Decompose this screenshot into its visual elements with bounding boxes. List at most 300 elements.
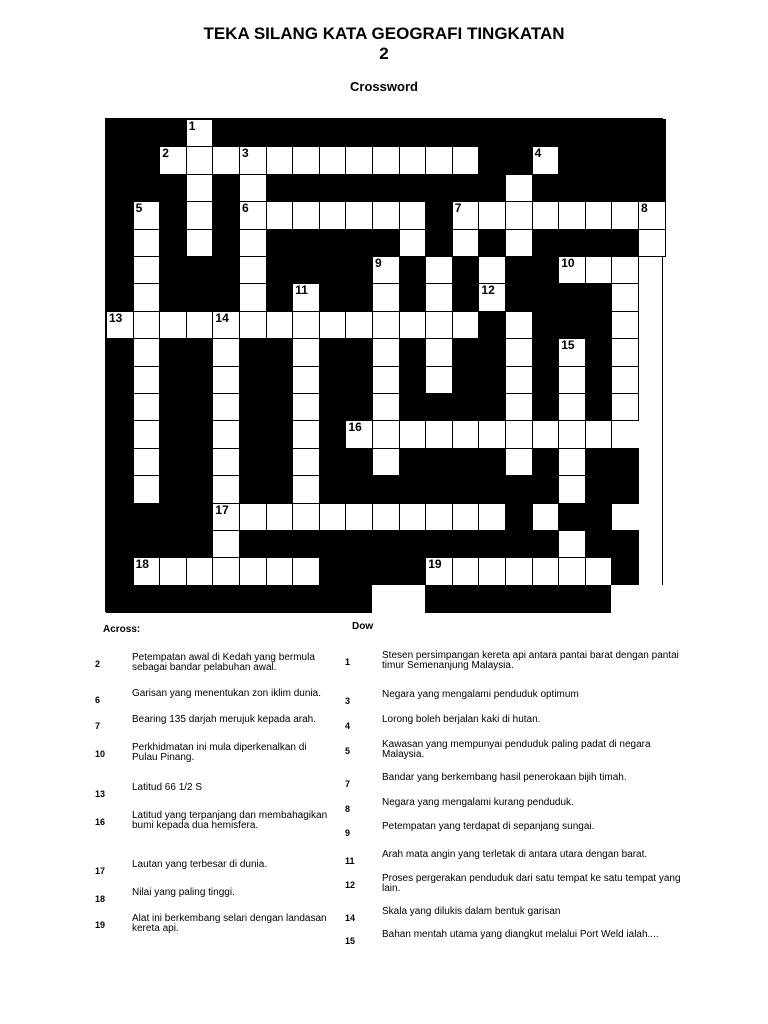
grid-cell-black [478,338,506,366]
clue-text: Lautan yang terbesar di dunia. [132,859,268,870]
grid-cell[interactable] [505,420,533,448]
grid-cell[interactable] [372,448,400,476]
grid-cell[interactable] [212,530,240,558]
grid-cell[interactable] [212,420,240,448]
clue-number: 1 [188,119,196,133]
grid-cell[interactable] [319,201,347,229]
grid-cell[interactable] [133,393,161,421]
clue-item [95,888,332,910]
grid-cell-black [159,119,187,147]
grid-cell-black [611,530,639,558]
grid-cell[interactable] [212,557,240,585]
grid-cell-black [106,557,134,585]
grid-cell[interactable] [585,201,613,229]
grid-cell-black [212,174,240,202]
grid-cell[interactable] [292,338,320,366]
grid-cell-black [239,448,267,476]
grid-cell[interactable] [345,201,373,229]
grid-cell-black [505,119,533,147]
grid-cell-black [319,229,347,257]
grid-cell-black [239,393,267,421]
grid-cell[interactable] [266,201,294,229]
clue-text: Lorong boleh berjalan kaki di hutan. [382,714,541,725]
grid-cell[interactable] [452,146,480,174]
grid-cell[interactable] [399,503,427,531]
grid-cell[interactable] [133,557,161,585]
grid-cell-black [186,366,214,394]
grid-cell[interactable] [532,557,560,585]
grid-cell-black [159,229,187,257]
grid-cell-black [399,393,427,421]
grid-cell-black [505,585,533,613]
clue-text: Bandar yang berkembang hasil penerokaan bijih timah. [382,772,627,783]
grid-cell[interactable] [266,557,294,585]
grid-cell-black [266,119,294,147]
grid-cell[interactable] [638,201,666,229]
clue-number: 2 [162,146,169,161]
grid-cell[interactable] [239,201,267,229]
grid-cell-black [585,585,613,613]
clue-item [95,689,332,711]
grid-cell-black [106,503,134,531]
clue-number: 1 [345,657,351,667]
grid-cell[interactable] [611,366,639,394]
grid-cell[interactable] [239,503,267,531]
grid-cell[interactable] [558,420,586,448]
clue-number: 4 [345,721,351,731]
grid-cell[interactable] [505,366,533,394]
grid-cell-black [611,229,639,257]
grid-cell[interactable] [239,557,267,585]
grid-cell[interactable] [425,503,453,531]
grid-cell[interactable] [452,557,480,585]
grid-cell[interactable] [399,201,427,229]
grid-cell[interactable] [372,311,400,339]
grid-cell-black [239,119,267,147]
clue-number: 3 [242,146,249,161]
grid-cell-black [399,475,427,503]
grid-cell[interactable] [133,311,161,339]
grid-cell[interactable] [212,366,240,394]
grid-cell[interactable] [266,503,294,531]
grid-cell-black [266,475,294,503]
grid-cell[interactable] [452,229,480,257]
title-line-2: 2 [379,44,389,63]
grid-cell[interactable] [186,229,214,257]
grid-cell-black [159,366,187,394]
grid-cell[interactable] [186,119,214,147]
grid-cell-black [372,119,400,147]
grid-cell[interactable] [611,393,639,421]
grid-cell-black [186,393,214,421]
grid-cell-black [106,393,134,421]
grid-cell-black [505,475,533,503]
crossword-subtitle: Crossword [350,79,418,94]
grid-cell[interactable] [133,256,161,284]
grid-cell[interactable] [292,448,320,476]
grid-cell[interactable] [212,393,240,421]
grid-cell[interactable] [372,503,400,531]
grid-cell-black [345,229,373,257]
clue-text: Petempatan awal di Kedah yang bermula sebagai bandar pelabuhan awal. [132,652,315,673]
grid-cell-black [425,585,453,613]
grid-cell[interactable] [425,557,453,585]
grid-cell[interactable] [478,557,506,585]
clue-item [345,740,682,762]
grid-cell[interactable] [292,420,320,448]
grid-cell-black [558,119,586,147]
grid-cell-black [345,256,373,284]
grid-cell-black [266,448,294,476]
clue-number: 19 [428,557,442,572]
clue-text: Arah mata angin yang terletak di antara utara dengan barat. [382,849,648,860]
grid-cell[interactable] [372,420,400,448]
clue-number: 4 [534,146,542,161]
grid-cell-black [558,146,586,174]
grid-cell-black [611,557,639,585]
clue-item [345,930,682,952]
grid-cell[interactable] [372,146,400,174]
grid-cell[interactable] [345,420,373,448]
grid-cell[interactable] [292,283,320,311]
grid-cell-black [106,174,134,202]
grid-cell[interactable] [452,503,480,531]
grid-cell-black [319,283,347,311]
grid-cell-black [345,448,373,476]
grid-cell[interactable] [372,201,400,229]
clue-item [345,850,682,872]
grid-cell[interactable] [345,146,373,174]
grid-cell-black [425,393,453,421]
grid-cell[interactable] [532,146,560,174]
grid-cell[interactable] [558,338,586,366]
grid-cell[interactable] [292,311,320,339]
grid-cell[interactable] [425,146,453,174]
grid-cell[interactable] [372,256,400,284]
clue-number: 2 [95,659,101,669]
grid-cell[interactable] [372,393,400,421]
grid-cell[interactable] [133,283,161,311]
grid-cell[interactable] [186,201,214,229]
grid-cell-black [452,338,480,366]
grid-cell-black [106,585,134,613]
grid-cell-black [186,448,214,476]
grid-cell-black [106,146,134,174]
grid-cell[interactable] [478,283,506,311]
grid-cell[interactable] [292,201,320,229]
grid-cell[interactable] [505,229,533,257]
grid-cell-black [478,366,506,394]
grid-cell[interactable] [159,557,187,585]
grid-cell[interactable] [133,338,161,366]
grid-cell[interactable] [425,338,453,366]
clue-item [345,798,682,820]
grid-cell-black [558,174,586,202]
grid-cell-black [345,366,373,394]
grid-cell[interactable] [186,557,214,585]
grid-cell[interactable] [399,420,427,448]
grid-cell[interactable] [292,475,320,503]
grid-cell[interactable] [212,338,240,366]
grid-cell-black [159,503,187,531]
grid-cell[interactable] [478,503,506,531]
grid-cell-black [585,119,613,147]
grid-cell[interactable] [452,420,480,448]
clue-item [345,874,682,896]
grid-cell[interactable] [425,283,453,311]
grid-cell[interactable] [532,420,560,448]
grid-cell-black [239,475,267,503]
clue-text: Bahan mentah utama yang diangkut melalui Port Weld ialah.... [382,929,659,940]
grid-cell-black [292,530,320,558]
grid-cell-black [585,475,613,503]
grid-cell-black [319,174,347,202]
grid-cell[interactable] [611,201,639,229]
grid-cell[interactable] [399,229,427,257]
grid-cell-black [425,448,453,476]
grid-cell-black [159,585,187,613]
grid-cell[interactable] [133,201,161,229]
grid-cell-black [532,475,560,503]
clue-text: Negara yang mengalami penduduk optimum [382,689,579,700]
grid-cell-black [319,119,347,147]
grid-cell-black [186,420,214,448]
grid-cell-black [532,119,560,147]
grid-cell-black [532,448,560,476]
grid-cell-black [186,585,214,613]
grid-cell[interactable] [239,146,267,174]
grid-cell[interactable] [478,420,506,448]
clue-number: 8 [641,201,648,216]
grid-cell[interactable] [319,311,347,339]
grid-cell[interactable] [611,256,639,284]
grid-cell[interactable] [585,420,613,448]
grid-cell-black [611,174,639,202]
grid-cell-black [106,420,134,448]
grid-cell[interactable] [212,146,240,174]
grid-cell[interactable] [345,311,373,339]
grid-cell-black [212,119,240,147]
grid-cell[interactable] [133,229,161,257]
grid-cell-black [532,174,560,202]
grid-cell[interactable] [638,229,666,257]
grid-cell[interactable] [106,311,134,339]
grid-cell-black [372,530,400,558]
grid-cell[interactable] [372,283,400,311]
grid-cell-black [505,503,533,531]
page-title [0,24,768,64]
grid-cell-black [345,283,373,311]
grid-cell-black [266,229,294,257]
grid-cell[interactable] [425,420,453,448]
grid-cell[interactable] [585,557,613,585]
grid-cell-black [292,256,320,284]
grid-cell[interactable] [159,146,187,174]
grid-cell[interactable] [425,366,453,394]
grid-cell[interactable] [505,311,533,339]
grid-cell[interactable] [425,311,453,339]
grid-cell[interactable] [186,146,214,174]
grid-cell-black [266,585,294,613]
grid-cell[interactable] [452,311,480,339]
grid-cell[interactable] [399,146,427,174]
grid-cell[interactable] [558,530,586,558]
crossword-grid [105,118,663,612]
grid-cell-black [532,229,560,257]
grid-cell-black [212,585,240,613]
grid-cell[interactable] [239,229,267,257]
grid-cell-black [399,366,427,394]
clue-item [95,914,332,936]
down-heading: Dow [352,621,374,632]
grid-cell-black [239,366,267,394]
grid-cell-black [319,338,347,366]
clue-number: 13 [95,789,106,799]
clue-text: Skala yang dilukis dalam bentuk garisan [382,906,561,917]
grid-cell-black [106,283,134,311]
clue-text: Garisan yang menentukan zon iklim dunia. [132,688,321,699]
grid-cell-black [106,448,134,476]
grid-cell[interactable] [558,201,586,229]
grid-cell[interactable] [239,283,267,311]
clue-number: 11 [295,283,308,298]
grid-cell[interactable] [345,503,373,531]
grid-cell[interactable] [478,256,506,284]
grid-cell[interactable] [212,311,240,339]
grid-cell-black [452,283,480,311]
grid-cell[interactable] [505,201,533,229]
grid-cell-black [186,503,214,531]
clue-number: 7 [345,779,351,789]
clue-number: 5 [135,201,143,216]
grid-cell[interactable] [611,338,639,366]
grid-cell-black [106,530,134,558]
grid-cell-black [425,229,453,257]
grid-cell[interactable] [558,366,586,394]
clue-item [95,783,332,805]
grid-cell[interactable] [425,256,453,284]
grid-cell[interactable] [452,201,480,229]
grid-cell[interactable] [505,174,533,202]
grid-cell-black [319,448,347,476]
grid-cell-black [585,448,613,476]
grid-cell-black [399,283,427,311]
grid-cell-black [532,256,560,284]
grid-cell[interactable] [372,338,400,366]
grid-cell[interactable] [558,256,586,284]
grid-cell-black [399,174,427,202]
grid-cell[interactable] [292,366,320,394]
grid-cell[interactable] [532,201,560,229]
clue-text: Latitud yang terpanjang dan membahagikan bumi kepada dua hemisfera. [132,810,328,831]
grid-cell[interactable] [159,311,187,339]
grid-cell-black [585,393,613,421]
clue-item [345,651,682,673]
grid-cell[interactable] [292,146,320,174]
grid-cell-black [159,393,187,421]
grid-cell-black [133,119,161,147]
grid-cell-black [186,338,214,366]
grid-cell[interactable] [558,448,586,476]
clue-item [345,907,682,929]
grid-cell[interactable] [239,311,267,339]
grid-cell-black [425,475,453,503]
grid-cell[interactable] [585,256,613,284]
clue-number: 11 [345,856,355,866]
grid-cell-black [319,420,347,448]
grid-cell[interactable] [558,475,586,503]
clue-item [345,822,682,844]
grid-cell-black [319,393,347,421]
grid-cell[interactable] [505,557,533,585]
clue-text: Kawasan yang mempunyai penduduk paling padat di negara Malaysia. [382,739,651,760]
grid-cell[interactable] [266,311,294,339]
grid-cell[interactable] [212,503,240,531]
grid-cell[interactable] [319,146,347,174]
grid-cell[interactable] [133,420,161,448]
grid-cell[interactable] [505,338,533,366]
grid-cell-black [319,585,347,613]
grid-cell[interactable] [611,311,639,339]
grid-cell[interactable] [239,256,267,284]
grid-cell[interactable] [292,503,320,531]
grid-cell-black [585,283,613,311]
grid-cell-black [319,530,347,558]
grid-cell[interactable] [319,503,347,531]
grid-cell[interactable] [532,503,560,531]
grid-cell[interactable] [399,311,427,339]
grid-cell-black [425,530,453,558]
clue-number: 10 [95,749,106,759]
grid-cell-black [292,229,320,257]
grid-cell-black [266,338,294,366]
clue-text: Alat ini berkembang selari dengan landasan kereta api. [132,913,327,934]
grid-cell-black [478,448,506,476]
grid-cell-black [399,530,427,558]
grid-cell[interactable] [186,311,214,339]
grid-cell-black [611,146,639,174]
grid-cell-black [106,201,134,229]
title-line-1: TEKA SILANG KATA GEOGRAFI TINGKATAN [203,24,565,43]
grid-cell[interactable] [133,448,161,476]
grid-cell[interactable] [212,475,240,503]
grid-cell[interactable] [505,448,533,476]
grid-cell[interactable] [133,366,161,394]
grid-cell[interactable] [266,146,294,174]
grid-cell[interactable] [372,366,400,394]
clue-text: Nilai yang paling tinggi. [132,887,235,898]
clue-text: Proses pergerakan penduduk dari satu tempat ke satu tempat yang lain. [382,873,681,894]
grid-cell-black [585,530,613,558]
grid-cell-black [239,338,267,366]
clue-number: 18 [135,557,149,572]
grid-cell[interactable] [558,393,586,421]
grid-cell[interactable] [212,448,240,476]
grid-cell[interactable] [292,393,320,421]
grid-cell[interactable] [611,283,639,311]
clue-text: Stesen persimpangan kereta api antara pantai barat dengan pantai timur Semenanjung Malaysia. [382,650,679,671]
grid-cell[interactable] [558,557,586,585]
grid-cell-black [585,146,613,174]
grid-cell[interactable] [186,174,214,202]
grid-cell[interactable] [133,475,161,503]
grid-cell[interactable] [478,201,506,229]
grid-cell[interactable] [292,557,320,585]
grid-cell-black [239,585,267,613]
grid-cell[interactable] [239,174,267,202]
clue-number: 19 [95,920,106,930]
grid-cell[interactable] [505,393,533,421]
